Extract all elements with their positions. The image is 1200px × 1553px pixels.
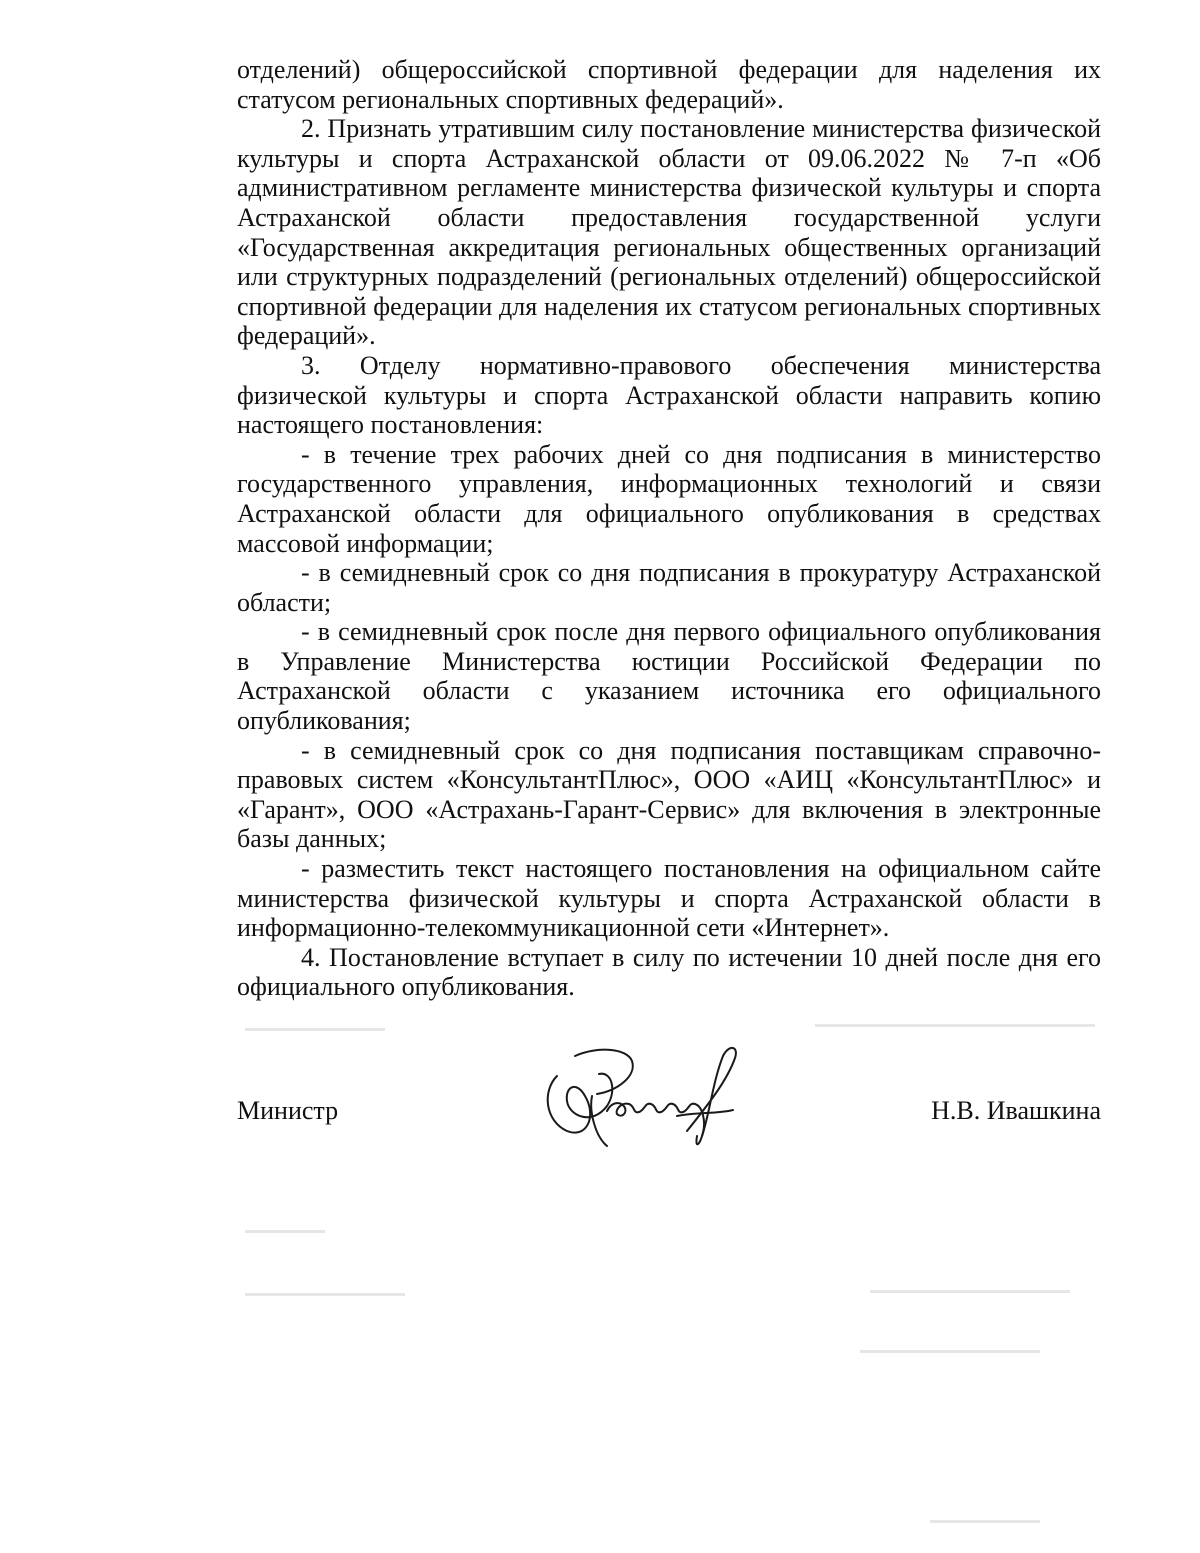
document-body: [237, 55, 1101, 1002]
paragraph-item-3-e: - разместить текст настоящего постановления на официальном сайте министерства физической культуры и спорта Астраханской области в информационно-телекоммуникационной сети «Интернет».: [237, 854, 1101, 943]
paragraph-item-3-c: - в семидневный срок после дня первого официального опубликования в Управление Министерства юстиции Российской Федерации по Астраханской области с указанием источника его официального опубликования;: [237, 617, 1101, 736]
scan-artifact: [860, 1350, 1040, 1353]
signatory-name: Н.В. Ивашкина: [931, 1096, 1101, 1125]
scan-artifact: [930, 1520, 1040, 1523]
scan-artifact: [245, 1230, 325, 1233]
paragraph-item-3-a: - в течение трех рабочих дней со дня подписания в министерство государственного управления, информационных технологий и связи Астраханской области для официального опубликования в средствах массовой информации;: [237, 439, 1101, 558]
paragraph-item-3-b: - в семидневный срок со дня подписания в прокуратуру Астраханской области;: [237, 558, 1101, 617]
paragraph-item-4: 4. Постановление вступает в силу по истечении 10 дней после дня его официального опубликования.: [237, 942, 1101, 1002]
scan-artifact: [245, 1028, 385, 1031]
paragraph-item-3-d: - в семидневный срок со дня подписания поставщикам справочно-правовых систем «КонсультантПлюс», ООО «АИЦ «КонсультантПлюс» и «Гарант», ООО «Астрахань-Гарант-Сервис» для включения в электронные базы данных;: [237, 735, 1101, 854]
signatory-title: Министр: [237, 1096, 339, 1125]
paragraph-item-2: 2. Признать утратившим силу постановление министерства физической культуры и спорта Астраханской области от 09.06.2022 № 7-п «Об административном регламенте министерства физической культуры и спорта Астраханской области предоставления государственной услуги «Государственная аккредитация региональных общественных организаций или структурных подразделений (региональных отделений) общероссийской спортивной федерации для наделения их статусом региональных спортивных федераций».: [237, 114, 1101, 351]
scan-artifact: [870, 1290, 1070, 1293]
handwritten-signature: [537, 1036, 757, 1156]
scan-artifact: [815, 1024, 1095, 1027]
signature-block: [237, 1030, 1101, 1160]
paragraph-intro-tail: отделений) общероссийской спортивной федерации для наделения их статусом региональных спортивных федераций».: [237, 55, 1101, 114]
paragraph-item-3: 3. Отделу нормативно-правового обеспечения министерства физической культуры и спорта Астраханской области направить копию настоящего постановления:: [237, 350, 1101, 440]
scan-artifact: [245, 1293, 405, 1296]
